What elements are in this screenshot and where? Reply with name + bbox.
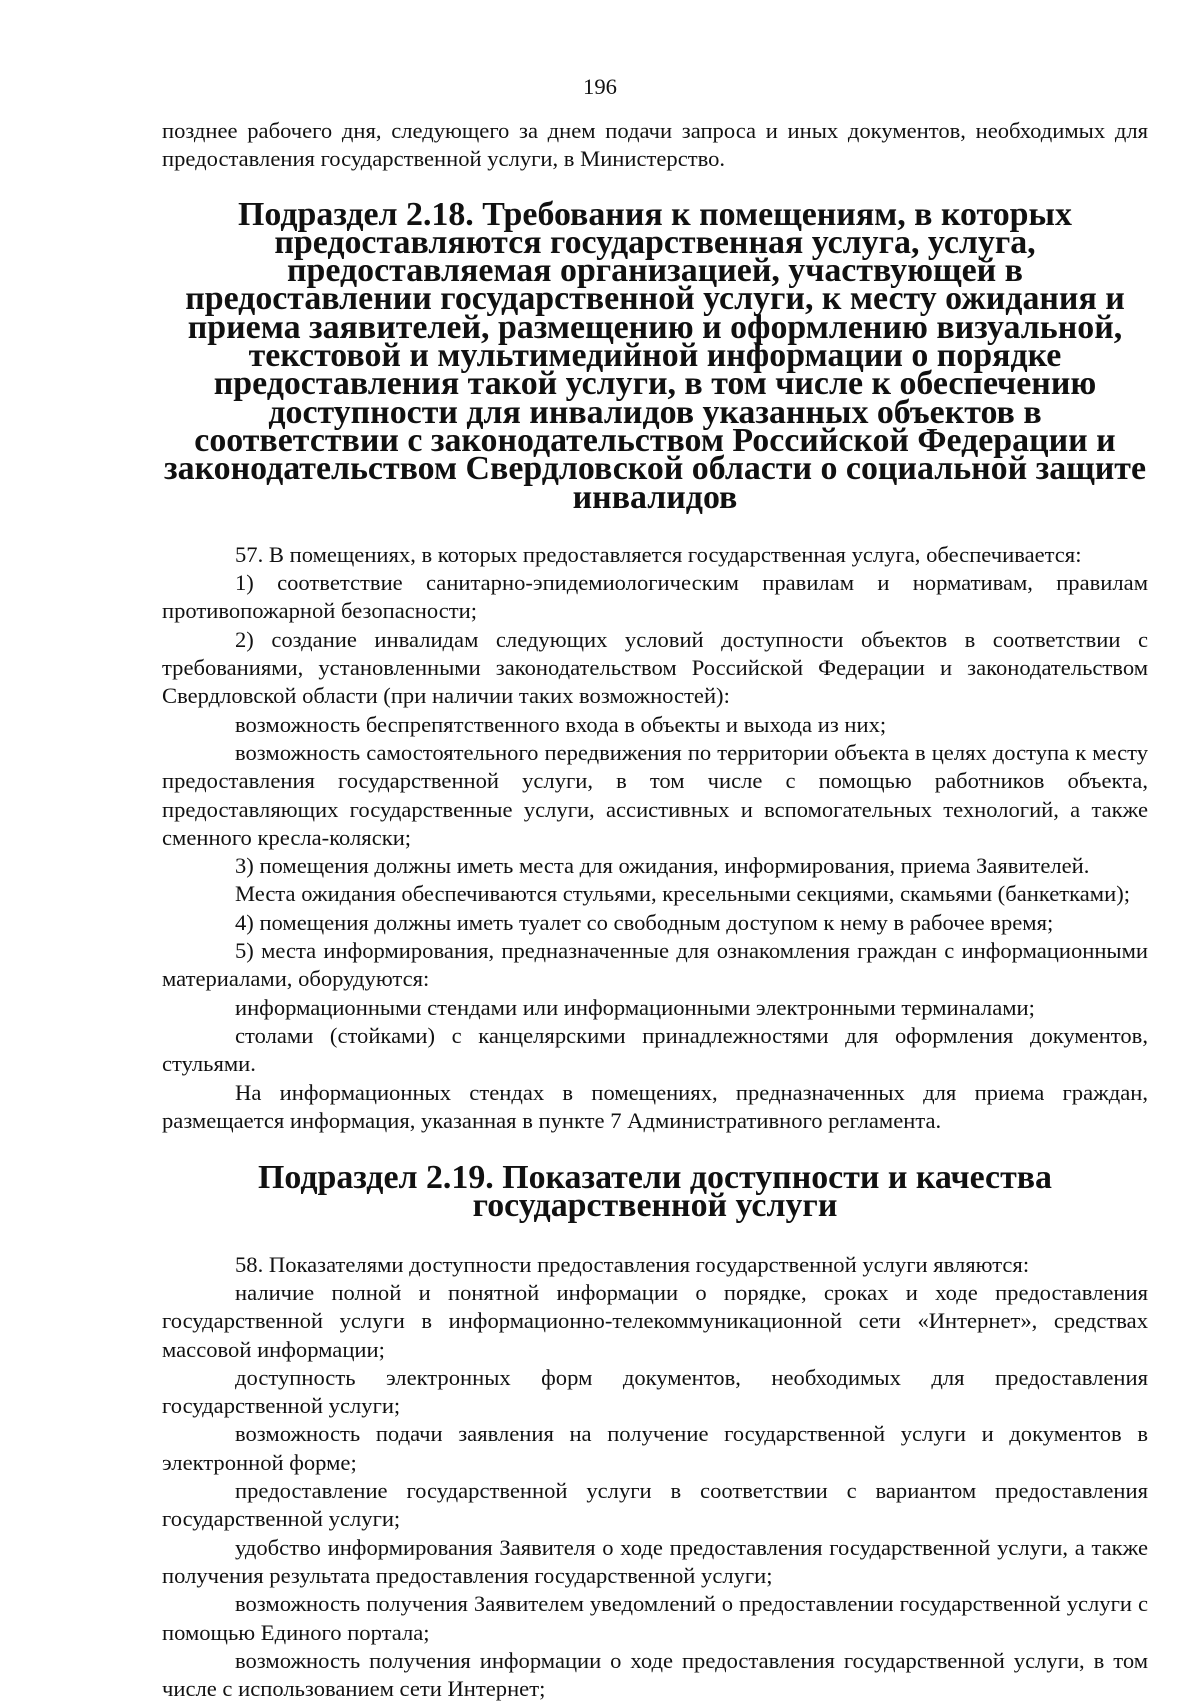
paragraph: 57. В помещениях, в которых предоставляется государственная услуга, обеспечивается: [235,541,1082,567]
section-2-18-content [162,541,1148,1135]
intro-paragraph: позднее рабочего дня, следующего за днем подачи запроса и иных документов, необходимых для предоставления государственной услуги, в Министерство. [162,118,1148,172]
page-number: 196 [583,74,617,99]
paragraph: 2) создание инвалидам следующих условий доступности объектов в соответствии с требованиями, установленными законодательством Российской Федерации и законодательством Свердловской области (при наличии таких возможностей): [162,626,1148,709]
paragraph: 5) места информирования, предназначенные для ознакомления граждан с информационными материалами, оборудуются: [162,938,1148,992]
paragraph: возможность беспрепятственного входа в объекты и выхода из них; [235,711,887,737]
paragraph: возможность получения информации о ходе предоставления государственной услуги, в том числе с использованием сети Интернет; [162,1647,1148,1702]
paragraph: 1) соответствие санитарно-эпидемиологическим правилам и нормативам, правилам противопожарной безопасности; [162,570,1148,624]
paragraph: Места ожидания обеспечиваются стульями, кресельными секциями, скамьями (банкетками); [235,881,1130,907]
paragraph: возможность самостоятельного передвижения по территории объекта в целях доступа к месту предоставления государственной услуги, в том числе с помощью работников объекта, предоставляющих государственные услуги, ассистивных и вспомогательных технологий, а также сменного кресла-коляски; [162,739,1148,850]
paragraph: информационными стендами или информационными электронными терминалами; [235,994,1035,1020]
paragraph: возможность подачи заявления на получение государственной услуги и документов в электронной форме; [162,1421,1148,1475]
section-2-19-content [162,1251,1148,1703]
paragraph: предоставление государственной услуги в соответствии с вариантом предоставления государственной услуги; [162,1478,1148,1532]
section-heading-2-18: Подраздел 2.18. Требования к помещениям, в которых предоставляются государственная услуга, услуга, предоставляемая организацией, участвующей в предоставлении государственной услуги, к месту ожидания и приема заявителей, размещению и оформлению визуальной, текстовой и мультимедийной информации о порядке предоставления такой услуги, в том числе к обеспечению доступности для инвалидов указанных объектов в соответствии с законодательством Российской Федерации и законодательством Свердловской области о социальной защите инвалидов [164,195,1146,516]
section-heading-2-19: Подраздел 2.19. Показатели доступности и качества государственной услуги [258,1159,1052,1225]
paragraph: На информационных стендах в помещениях, предназначенных для приема граждан, размещается информация, указанная в пункте 7 Административного регламента. [162,1079,1148,1133]
paragraph: 58. Показателями доступности предоставления государственной услуги являются: [235,1251,1030,1277]
paragraph: 3) помещения должны иметь места для ожидания, информирования, приема Заявителей. [235,853,1090,879]
paragraph: доступность электронных форм документов, необходимых для предоставления государственной услуги; [162,1364,1148,1419]
paragraph: возможность получения Заявителем уведомлений о предоставлении государственной услуги с помощью Единого портала; [162,1591,1148,1645]
paragraph: удобство информирования Заявителя о ходе предоставления государственной услуги, а также получения результата предоставления государственной услуги; [162,1534,1148,1588]
paragraph: 4) помещения должны иметь туалет со свободным доступом к нему в рабочее время; [235,909,1054,935]
paragraph: наличие полной и понятной информации о порядке, сроках и ходе предоставления государственной услуги в информационно-телекоммуникационной сети «Интернет», средствах массовой информации; [162,1279,1148,1362]
document-body [162,117,1148,1703]
paragraph: столами (стойками) с канцелярскими принадлежностями для оформления документов, стульями. [162,1022,1148,1077]
